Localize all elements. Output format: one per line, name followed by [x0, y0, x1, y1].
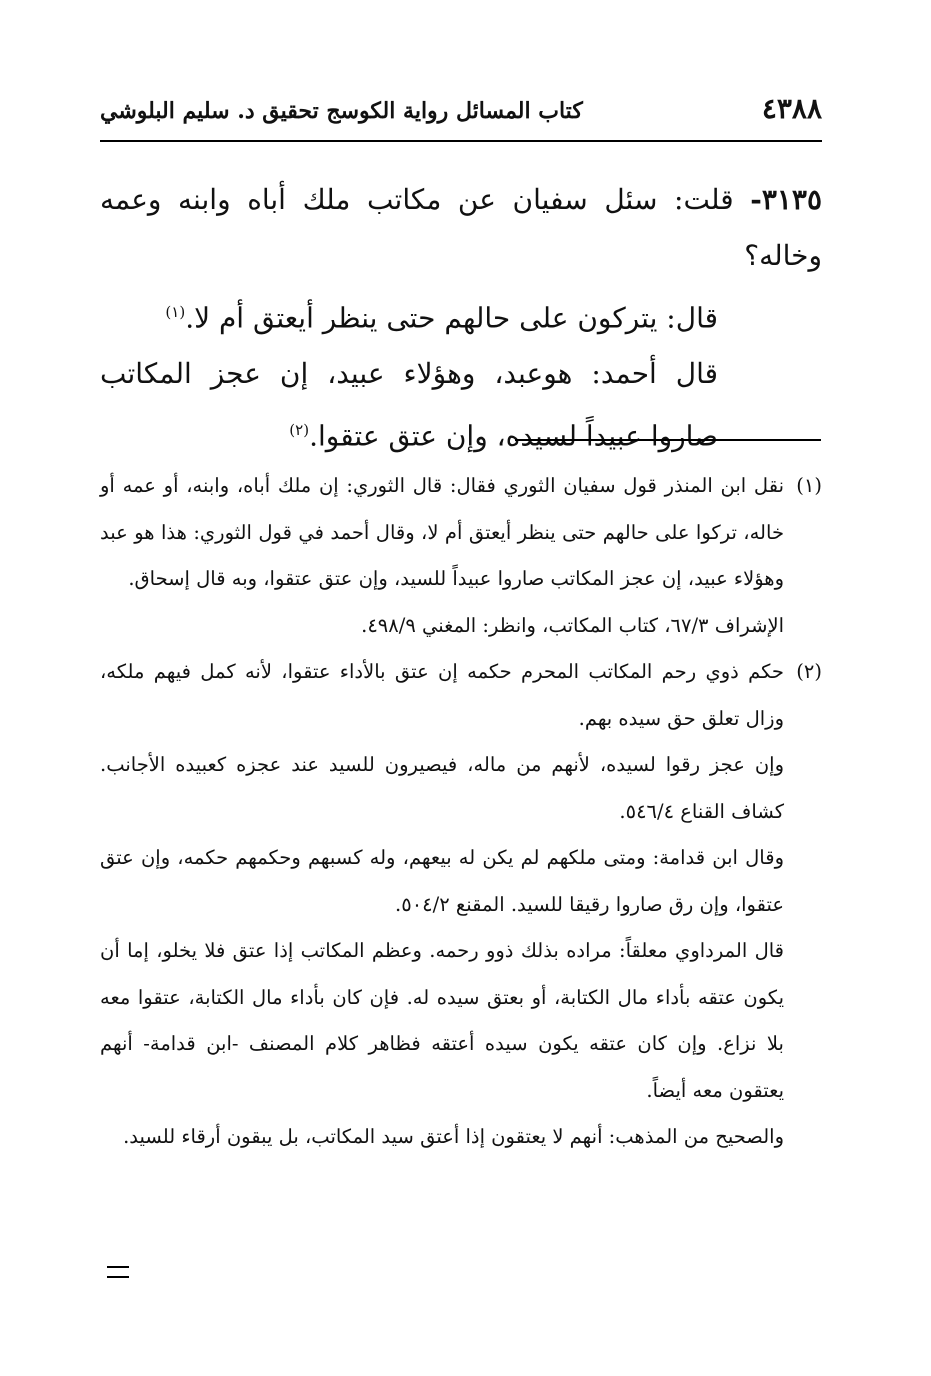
- ahmad-answer-paragraph: [100, 346, 822, 464]
- footnote-1-source: الإشراف ٦٧/٣، كتاب المكاتب، وانظر: المغني ٤٩٨/٩.: [361, 613, 784, 637]
- footnote-1: [100, 463, 822, 603]
- page-header: [100, 92, 822, 134]
- footnote-1-text: نقل ابن المنذر قول سفيان الثوري فقال: قال الثوري: إن ملك أباه، وابنه، أو عمه أو خاله، تركوا على حالهم حتى ينظر أيعتق أم لا، وقال أحمد في قول الثوري: هذا هو عبد وهؤلاء عبيد، إن عجز المكاتب صاروا عبيداً للسيد، وإن عتق عتقوا، وبه قال إسحاق.: [100, 474, 784, 590]
- header-rule: [100, 140, 822, 142]
- footnote-1-marker: (١): [796, 474, 822, 497]
- sufyan-answer-text: قال: يتركون على حالهم حتى ينظر أيعتق أم لا.: [185, 301, 718, 335]
- entry-number: ٣١٣٥-: [750, 183, 822, 216]
- footnote-2-para-5: والصحيح من المذهب: أنهم لا يعتقون إذا أعتق سيد المكاتب، بل يبقون أرقاء للسيد.: [123, 1125, 784, 1148]
- footnote-separator: [515, 439, 821, 441]
- running-title: كتاب المسائل رواية الكوسج تحقيق د. سليم البلوشي: [100, 98, 583, 124]
- footnote-2-text: حكم ذوي رحم المكاتب المحرم حكمه إن عتق بالأداء عتقوا، لأنه كمل فيهم ملكه، وزال تعلق حق سيده بهم.: [100, 660, 784, 730]
- main-text: [100, 172, 822, 465]
- sufyan-answer-paragraph: [100, 284, 822, 346]
- question-text: قلت: سئل سفيان عن مكاتب ملك أباه وابنه وعمه وخاله؟: [100, 183, 822, 272]
- footnote-2: [100, 649, 822, 742]
- footnote-2-marker: (٢): [796, 660, 822, 683]
- footnote-ref-1[interactable]: (١): [165, 303, 186, 321]
- footnote-ref-2[interactable]: (٢): [289, 421, 310, 440]
- question-paragraph: [100, 172, 822, 284]
- ahmad-answer-text: قال أحمد: هوعبد، وهؤلاء عبيد، إن عجز المكاتب صاروا عبيداً لسيده، وإن عتق عتقوا.: [100, 357, 718, 453]
- continuation-mark: [107, 1266, 129, 1278]
- footnote-2-para-2: وإن عجز رقوا لسيده، لأنهم من ماله، فيصيرون للسيد عند عجزه كعبيده الأجانب. كشاف القناع ٥٤٦/٤.: [100, 753, 784, 823]
- page-number: ٤٣٨٨: [761, 92, 822, 125]
- footnote-2-para-4: قال المرداوي معلقاً: مراده بذلك ذوو رحمه. وعظم المكاتب إذا عتق فلا يخلو، إما أن يكون عتقه بأداء مال الكتابة، أو بعتق سيده له. فإن كان بأداء مال الكتابة، عتقوا معه بلا نزاع. وإن كان عتقه يكون سيده أعتقه فظاهر كلام المصنف -ابن قدامة- أنهم يعتقون معه أيضاً.: [100, 939, 784, 1102]
- footnotes-section: [100, 463, 822, 1161]
- footnote-2-para-3: وقال ابن قدامة: ومتى ملكهم لم يكن له بيعهم، وله كسبهم وحكمهم حكمه، وإن عتق عتقوا، وإن رق صاروا رقيقا للسيد. المقنع ٥٠٤/٢.: [100, 846, 784, 916]
